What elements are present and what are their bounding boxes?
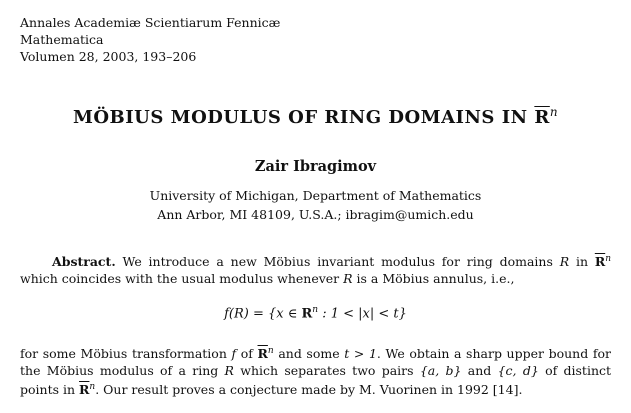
affiliation-line-2: Ann Arbor, MI 48109, U.S.A.; ibragim@umich.edu: [157, 207, 474, 222]
abstract-paragraph-2: [20, 343, 611, 398]
abstract-text: is a Möbius annulus, i.e.,: [352, 271, 515, 287]
math-rbar: $\overline{R}$: [594, 254, 606, 270]
formula-exponent: n: [312, 305, 319, 315]
abstract-text: . Our result proves a conjecture made by M. Vuorinen in 1992 [14].: [95, 382, 523, 398]
formula-R: R: [301, 306, 313, 322]
formula-in: ∈: [283, 306, 302, 322]
abstract-text: and: [461, 363, 498, 379]
journal-volume: Volumen 28, 2003, 193–206: [20, 49, 197, 64]
math-exponent: n: [267, 346, 274, 356]
abstract-text: and some: [273, 346, 345, 362]
abstract-text: . We obtain a sharp upper bound for the Möbius modulus of a ring: [20, 346, 611, 379]
author-affiliation: [0, 186, 631, 224]
math-var: f: [231, 346, 237, 362]
abstract-heading: Abstract.: [52, 254, 116, 270]
journal-header: [20, 14, 280, 65]
formula-x: x: [276, 306, 284, 322]
math-var: R: [343, 271, 353, 287]
journal-series: Mathematica: [20, 32, 104, 47]
math-set: {a, b}: [419, 363, 462, 379]
abstract-text: which separates two pairs: [233, 363, 420, 379]
formula-rest: : 1 < |x| < t}: [318, 306, 407, 322]
abstract-text: We introduce a new Möbius invariant modulus for ring domains: [115, 254, 560, 270]
math-rbar: $\overline{R}$: [257, 346, 268, 362]
abstract-text: of: [236, 346, 258, 362]
author-name: Zair Ibragimov: [254, 158, 377, 175]
math-exponent: n: [605, 254, 611, 264]
math-var: R: [559, 254, 570, 270]
formula-lhs: f(R) = {: [224, 306, 277, 322]
title-exponent: n: [549, 105, 559, 119]
journal-name: Annales Academiæ Scientiarum Fennicæ: [20, 15, 281, 30]
abstract-text: for some Möbius transformation: [20, 346, 232, 362]
math-set: {c, d}: [497, 363, 539, 379]
math-exponent: n: [89, 382, 96, 393]
abstract-paragraph-1: [20, 251, 611, 287]
paper-title: [0, 105, 631, 128]
title-text: MÖBIUS MODULUS OF RING DOMAINS IN: [72, 107, 535, 128]
abstract-text: which coincides with the usual modulus whenever: [20, 271, 344, 287]
math-var: R: [224, 363, 234, 379]
abstract-text: in: [569, 254, 595, 270]
display-formula: [0, 305, 631, 321]
title-rbar-symbol: $\overline{R}$: [534, 107, 550, 128]
math-rbar: $\overline{R}$: [79, 382, 90, 398]
math-inequality: t > 1: [344, 346, 377, 362]
abstract-text: of distinct points in: [20, 363, 612, 398]
affiliation-line-1: University of Michigan, Department of Mathematics: [149, 188, 482, 203]
